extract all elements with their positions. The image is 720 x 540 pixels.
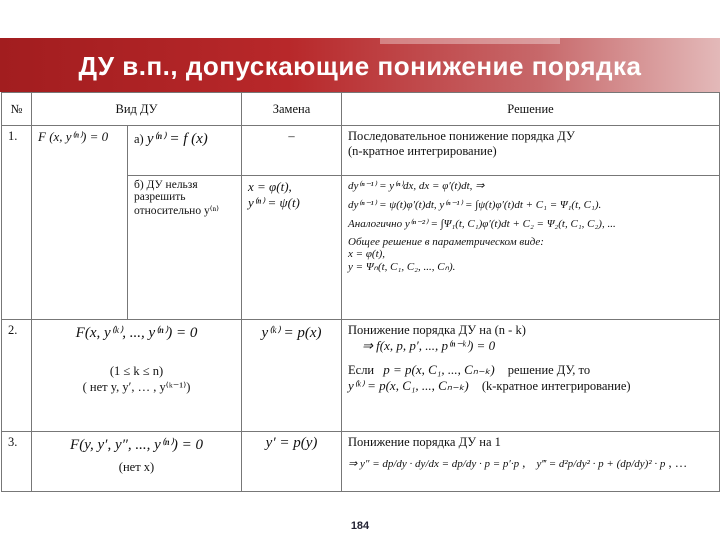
row1b-substitution xyxy=(242,176,342,320)
header-substitution: Замена xyxy=(242,93,342,126)
row2-sol-line1: Понижение порядка ДУ на (n - k) xyxy=(348,323,526,337)
row1b-sol-line3: Аналогично y⁽ⁿ⁻²⁾ = ∫Ψ₁(t, C₁)φ′(t)dt + C₂ = Ψ₂(t, C₁, C₂), ... xyxy=(348,218,616,230)
row1b-sol-line1: dy⁽ⁿ⁻¹⁾ = y⁽ⁿ⁾dx, dx = φ′(t)dt, ⇒ xyxy=(348,180,485,192)
header-no: № xyxy=(2,93,32,126)
row2-solution xyxy=(342,320,720,432)
row1a-label: а) xyxy=(134,132,144,146)
row2-subst-eq: y⁽ᵏ⁾ = p(x) xyxy=(261,325,322,341)
row1a-form xyxy=(128,126,242,176)
row1b-sol-line6: y = Ψₙ(t, C₁, C₂, ..., Cₙ). xyxy=(348,261,456,273)
row2-form xyxy=(32,320,242,432)
row2-sol-if: Если xyxy=(348,363,375,377)
row1b-sol-line4: Общее решение в параметрическом виде: xyxy=(348,236,544,248)
table-row xyxy=(2,432,720,492)
header-solution: Решение xyxy=(342,93,720,126)
row3-sol-comma: , xyxy=(522,456,526,470)
row1-form xyxy=(32,126,128,320)
row2-sol-eq2: y⁽ᵏ⁾ = p(x, C₁, ..., Cₙ₋ₖ) xyxy=(348,378,469,393)
row1-number: 1. xyxy=(2,126,32,320)
ode-table xyxy=(1,92,720,492)
row3-form xyxy=(32,432,242,492)
table-row xyxy=(2,320,720,432)
table-header-row xyxy=(2,93,720,126)
row1a-solution-line1: Последовательное понижение порядка ДУ xyxy=(348,129,575,143)
row1a-solution xyxy=(342,126,720,176)
row3-condition: (нет x) xyxy=(118,460,155,474)
row2-sol-note: (k-кратное интегрирование) xyxy=(481,379,631,393)
row2-condition2: ( нет y, y′, … , y⁽ᵏ⁻¹⁾) xyxy=(82,380,191,394)
row2-condition1: (1 ≤ k ≤ n) xyxy=(109,364,164,378)
row3-sol-eq2: y‴ = d²p/dy² · p + (dp/dy)² · p xyxy=(536,458,666,470)
row1a-solution-line2: (n-кратное интегрирование) xyxy=(348,144,497,158)
row3-sol-end: , … xyxy=(668,456,688,470)
page-number: 184 xyxy=(350,520,370,532)
row2-number: 2. xyxy=(2,320,32,432)
row3-number: 3. xyxy=(2,432,32,492)
row2-sol-eq: p = p(x, C₁, ..., Cₙ₋ₖ) xyxy=(383,362,495,377)
row1b-solution xyxy=(342,176,720,320)
row2-substitution xyxy=(242,320,342,432)
row3-solution xyxy=(342,432,720,492)
banner-decoration xyxy=(380,38,560,44)
row1b-form: б) ДУ нельзя разрешить относительно y⁽ⁿ⁾ xyxy=(128,176,242,320)
row1a-eq: y⁽ⁿ⁾ = f (x) xyxy=(146,131,208,147)
table-row xyxy=(2,126,720,176)
row2-sol-line2: ⇒ f(x, p, p′, ..., p⁽ⁿ⁻ᵏ⁾) = 0 xyxy=(362,338,496,353)
row3-substitution xyxy=(242,432,342,492)
row1b-sol-line5: x = φ(t), xyxy=(348,248,386,260)
header-form: Вид ДУ xyxy=(32,93,242,126)
row3-subst-eq: y′ = p(y) xyxy=(265,435,318,451)
row1a-substitution: – xyxy=(242,126,342,176)
row2-sol-then: решение ДУ, то xyxy=(507,363,591,377)
row3-sol-eq1: ⇒ y″ = dp/dy · dy/dx = dp/dy · p = p′·p xyxy=(348,458,520,470)
row1b-sol-line2: dy⁽ⁿ⁻¹⁾ = ψ(t)φ′(t)dt, y⁽ⁿ⁻¹⁾ = ∫ψ(t)φ′(t)dt + C₁ = Ψ₁(t, C₁). xyxy=(348,199,602,211)
row1-form-eq: F (x, y⁽ⁿ⁾) = 0 xyxy=(38,129,109,144)
row3-sol-line1: Понижение порядка ДУ на 1 xyxy=(348,435,501,449)
page-title: ДУ в.п., допускающие понижение порядка xyxy=(78,51,642,81)
row1b-subst-line2: y⁽ⁿ⁾ = ψ(t) xyxy=(248,195,300,210)
row1b-subst-line1: x = φ(t), xyxy=(248,179,292,194)
row3-form-eq: F(y, y′, y″, ..., y⁽ⁿ⁾) = 0 xyxy=(70,437,203,453)
row2-form-eq: F(x, y⁽ᵏ⁾, ..., y⁽ⁿ⁾) = 0 xyxy=(75,325,198,341)
